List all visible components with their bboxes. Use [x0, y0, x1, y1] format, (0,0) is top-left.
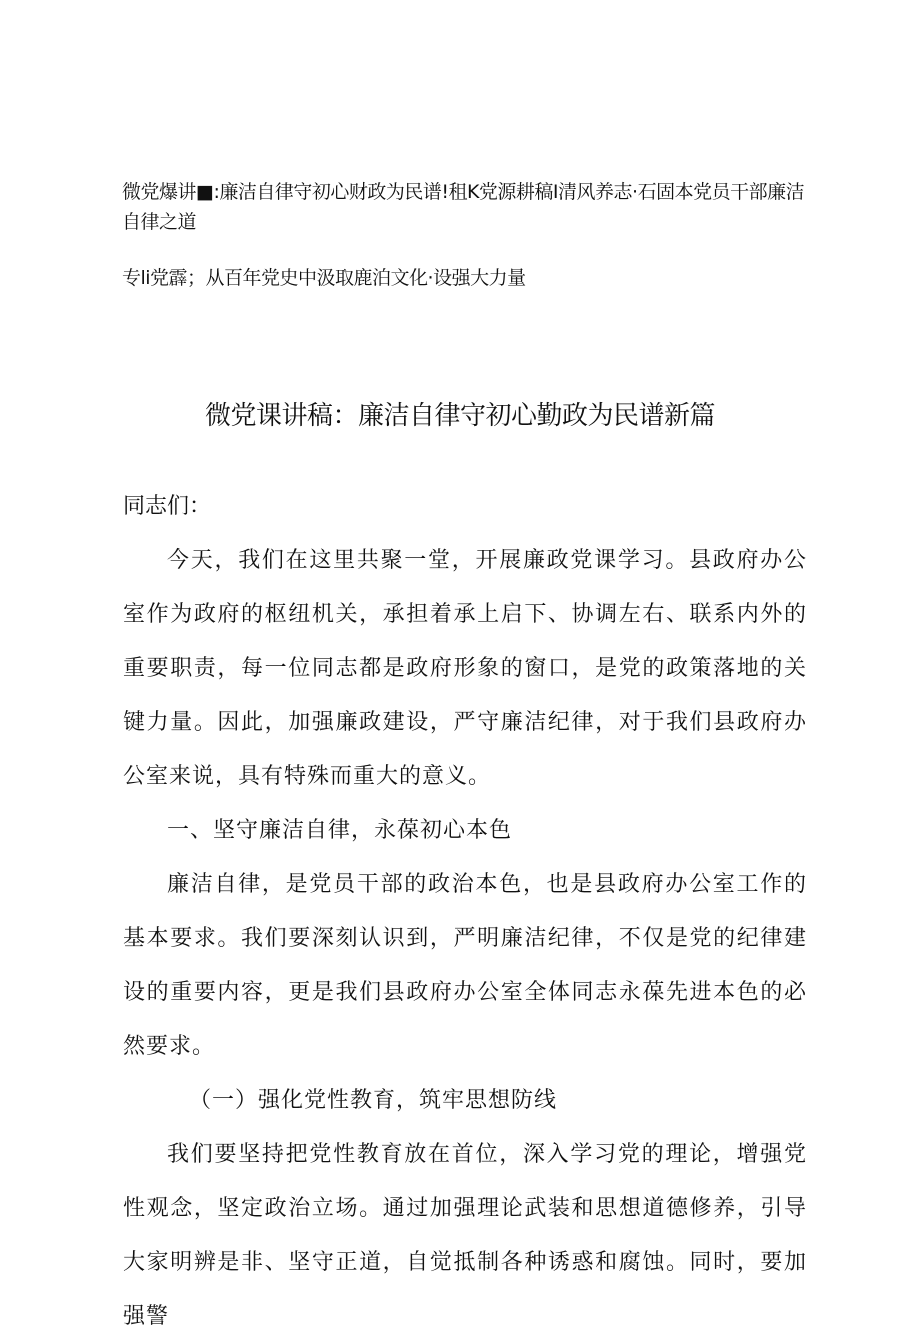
- document-title: 微党课讲稿：廉洁自律守初心勤政为民谱新篇: [204, 401, 715, 431]
- document-body: [123, 534, 807, 1344]
- paragraph-section-1: 廉洁自律，是党员干部的政治本色，也是县政府办公室工作的基本要求。我们要深刻认识到，严明廉洁纪律，不仅是党的纪律建设的重要内容，更是我们县政府办公室全体同志永葆先进本色的必然要求。: [123, 872, 807, 1059]
- paragraph-subsection-1: 我们要坚持把党性教育放在首位，深入学习党的理论，增强党性观念，坚定政治立场。通过加强理论武装和思想道德修养，引导大家明辨是非、坚守正道，自觉抵制各种诱惑和腐蚀。同时，要加强警: [123, 1142, 807, 1329]
- paragraph-intro: 今天，我们在这里共聚一堂，开展廉政党课学习。县政府办公室作为政府的枢纽机关，承担着承上启下、协调左右、联系内外的重要职责，每一位同志都是政府形象的窗口，是党的政策落地的关键力量。因此，加强廉政建设，严守廉洁纪律，对于我们县政府办公室来说，具有特殊而重大的意义。: [123, 548, 807, 789]
- section-heading-1: 一、坚守廉洁自律，永葆初心本色: [167, 818, 513, 843]
- related-link-1: 微党爆讲■:廉洁自律守初心财政为民谱!租K党源耕稿I清风养志·石固本党员干部廉洁自律之道: [122, 181, 805, 233]
- subsection-heading-1: （一）强化党性教育，筑牢思想防线: [189, 1088, 558, 1113]
- salutation: 同志们：: [123, 494, 212, 519]
- related-link-2: 专li党霹；从百年党史中汲取鹿泊文化·设强大力量: [122, 267, 526, 289]
